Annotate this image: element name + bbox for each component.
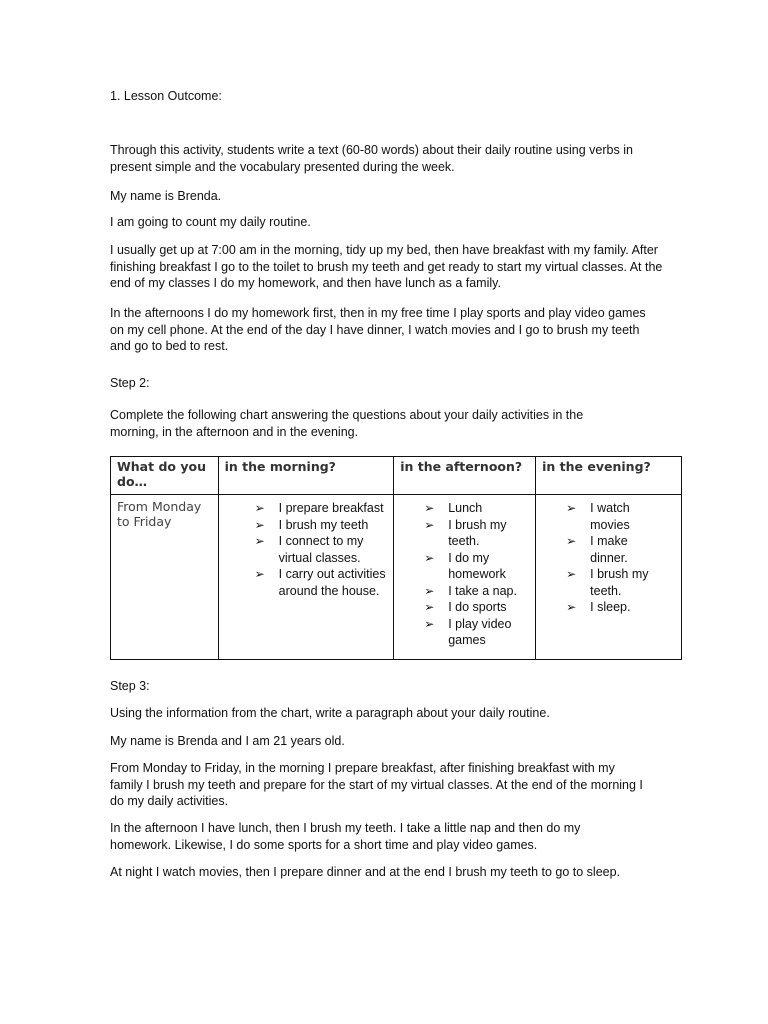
daily-activities-chart [110,456,682,660]
list-item [424,599,524,616]
chart-header-row [111,457,682,495]
list-item [255,566,388,599]
step3-instruction: Using the information from the chart, write a paragraph about your daily routine. [110,706,550,720]
arrow-bullet-icon: ➢ [566,534,577,548]
morning-paragraph: I usually get up at 7:00 am in the morning, tidy up my bed, then have breakfast with my family. After finishing breakfast I go to the toilet to brush my teeth and get ready to start my virtual classes. At the end of my classes I do my homework, and then have lunch as a family. [110,243,663,290]
list-item [566,533,656,566]
routine-paragraph-2: In the afternoon I have lunch, then I brush my teeth. I take a little nap and then do my homework. Likewise, I do some sports for a short time and play video games. [110,821,581,852]
age-line: My name is Brenda and I am 21 years old. [110,734,345,748]
list-item-text: I connect to my virtual classes. [278,534,364,565]
arrow-bullet-icon: ➢ [424,600,435,614]
intro-paragraph: Through this activity, students write a text (60-80 words) about their daily routine using verbs in present simple and the vocabulary presented during the week. [110,143,633,174]
list-item-text: I brush my teeth. [590,567,649,598]
list-item-text: Lunch [448,501,483,515]
arrow-bullet-icon: ➢ [254,517,265,532]
lesson-outcome-heading: 1. Lesson Outcome: [110,89,222,103]
routine-paragraph-1: From Monday to Friday, in the morning I prepare breakfast, after finishing breakfast with my family I brush my teeth and prepare for the start of my virtual classes. At the end of the morning I do my daily activities. [110,761,643,808]
afternoon-paragraph: In the afternoons I do my homework first, then in my free time I play sports and play video games on my cell phone. At the end of the day I have dinner, I watch movies and I go to brush my teeth and go to bed to rest. [110,306,646,353]
list-item-text: I brush my teeth [278,517,369,532]
list-item [424,583,524,600]
afternoon-list [424,497,524,649]
list-item [255,517,388,534]
arrow-bullet-icon: ➢ [566,600,577,614]
list-item-text: I do sports [448,600,507,614]
list-item [255,500,388,517]
evening-cell [536,495,682,660]
header-afternoon: in the afternoon? [394,457,536,495]
list-item-text: I watch movies [590,501,630,532]
arrow-bullet-icon: ➢ [566,501,577,515]
list-item-text: I make dinner. [590,534,628,565]
list-item [566,500,656,533]
header-what: What do you do… [111,457,219,495]
list-item [566,566,656,599]
step2-instruction: Complete the following chart answering the questions about your daily activities in the morning, in the afternoon and in the evening. [110,408,584,439]
afternoon-cell [394,495,536,660]
row-label: From Monday to Friday [111,495,219,660]
list-item-text: I brush my teeth. [448,517,507,548]
list-item-text: I do my homework [448,550,506,581]
list-item [424,517,524,550]
arrow-bullet-icon: ➢ [254,567,265,581]
morning-list [255,497,388,599]
routine-paragraph-3: At night I watch movies, then I prepare dinner and at the end I brush my teeth to go to sleep. [110,865,621,879]
step3-heading: Step 3: [110,679,150,693]
list-item-text: I sleep. [590,600,631,614]
arrow-bullet-icon: ➢ [424,501,435,515]
arrow-bullet-icon: ➢ [424,550,435,565]
step2-heading: Step 2: [110,376,150,390]
count-line: I am going to count my daily routine. [110,215,311,229]
header-morning: in the morning? [218,457,394,495]
arrow-bullet-icon: ➢ [566,567,577,581]
arrow-bullet-icon: ➢ [254,534,265,548]
evening-list [566,497,656,616]
list-item [566,599,656,616]
list-item [424,616,524,649]
list-item-text: I take a nap. [448,583,517,598]
arrow-bullet-icon: ➢ [424,517,435,532]
name-line: My name is Brenda. [110,189,222,203]
header-evening: in the evening? [536,457,682,495]
list-item [424,550,524,583]
arrow-bullet-icon: ➢ [424,583,435,598]
arrow-bullet-icon: ➢ [254,501,265,515]
list-item [255,533,388,566]
chart-data-row [111,495,682,660]
list-item-text: I play video games [448,616,512,647]
list-item-text: I carry out activities around the house. [278,567,386,598]
morning-cell [218,495,394,660]
list-item-text: I prepare breakfast [278,501,384,515]
list-item [424,500,524,517]
arrow-bullet-icon: ➢ [424,616,435,631]
